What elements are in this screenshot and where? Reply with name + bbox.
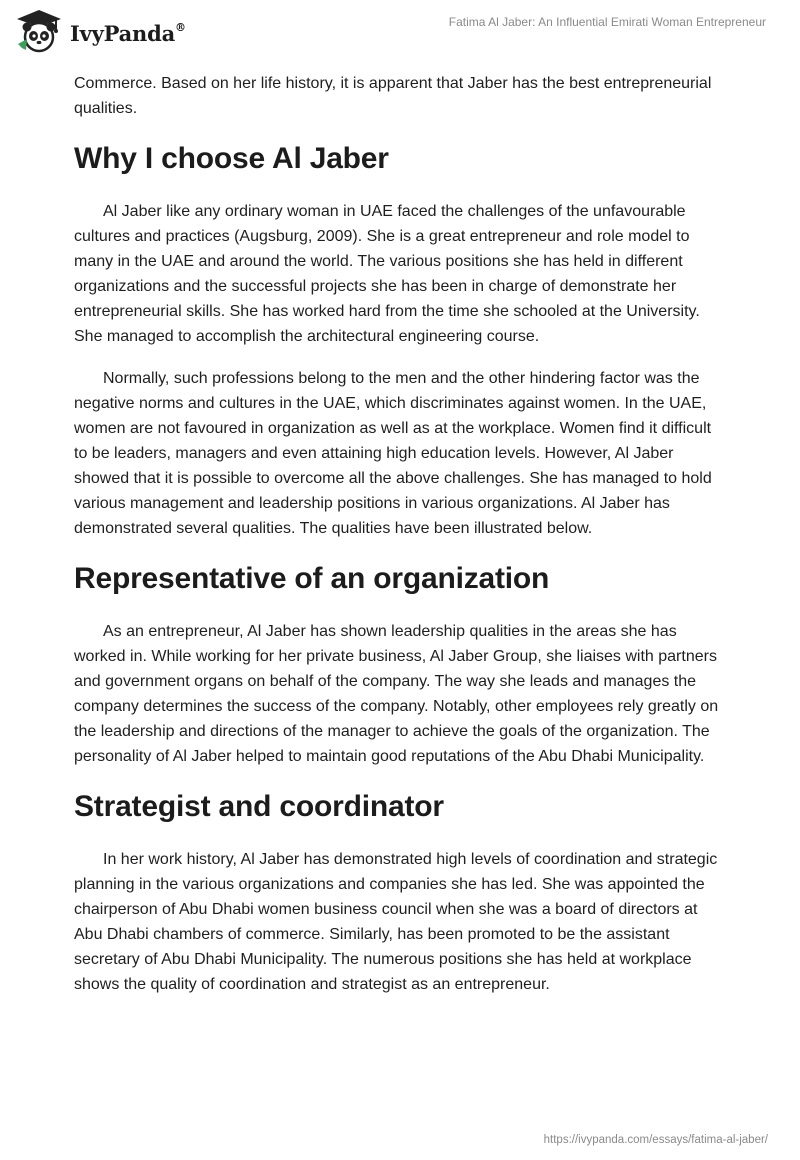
section-heading-why-choose: Why I choose Al Jaber <box>74 142 389 175</box>
ivypanda-logo[interactable] <box>14 8 186 54</box>
section-heading-representative: Representative of an organization <box>74 562 550 595</box>
panda-graduate-icon <box>14 8 64 54</box>
paragraph: Al Jaber like any ordinary woman in UAE faced the challenges of the unfavourable cultures and practices (Augsburg, 2009). She is a great entrepreneur and role model to many in the UAE and around the world. The various positions she has held in different organizations and the successful projects she has been in charge of demonstrate her entrepreneurial skills. She has worked hard from the time she schooled at the University. She managed to accomplish the architectural engineering course. <box>74 203 700 345</box>
section-heading-strategist: Strategist and coordinator <box>74 790 444 823</box>
logo-wordmark: IvyPanda® <box>70 20 186 46</box>
paragraph: As an entrepreneur, Al Jaber has shown leadership qualities in the areas she has worked in. While working for her private business, Al Jaber Group, she liaises with partners and government organs on behalf of the company. The way she leads and manages the company determines the success of the company. Notably, other employees rely greatly on the leadership and directions of the manager to achieve the goals of the organization. The personality of Al Jaber helped to maintain good reputations of the Abu Dhabi Municipality. <box>74 623 719 765</box>
page-header <box>0 0 800 60</box>
essay-content <box>74 71 726 997</box>
paragraph: Normally, such professions belong to the men and the other hindering factor was the negative norms and cultures in the UAE, which discriminates against women. In the UAE, women are not favoured in organization as well as at the workplace. Women find it difficult to be leaders, managers and even attaining high education levels. However, Al Jaber showed that it is possible to overcome all the above challenges. She has managed to hold various management and leadership positions in various organizations. Al Jaber has demonstrated several qualities. The qualities have been illustrated below. <box>74 370 712 537</box>
document-title: Fatima Al Jaber: An Influential Emirati Woman Entrepreneur <box>448 15 766 29</box>
intro-paragraph: Commerce. Based on her life history, it is apparent that Jaber has the best entrepreneurial qualities. <box>74 75 712 117</box>
paragraph: In her work history, Al Jaber has demonstrated high levels of coordination and strategic planning in the various organizations and companies she has led. She was appointed the chairperson of Abu Dhabi women business council when she was a board of directors at Abu Dhabi chambers of commerce. Similarly, has been promoted to be the assistant secretary of Abu Dhabi Municipality. The numerous positions she has held at workplace shows the quality of coordination and strategist as an entrepreneur. <box>74 851 718 993</box>
source-url[interactable]: https://ivypanda.com/essays/fatima-al-jaber/ <box>543 1134 768 1146</box>
